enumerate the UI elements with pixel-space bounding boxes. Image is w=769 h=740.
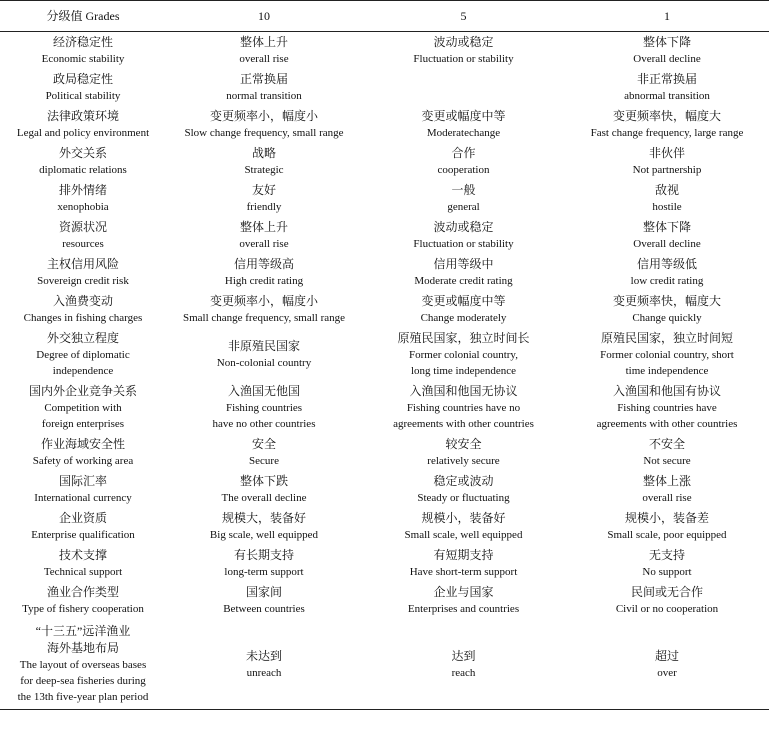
grade-1-cell [565,582,769,619]
table-row [0,508,769,545]
cell-text-zh: 企业与国家 [433,585,494,599]
cell-text-zh: 规模小，装备好 [421,511,506,525]
cell-text-zh: 信用等级中 [433,257,494,271]
cell-text-zh: 信用等级低 [636,257,697,271]
table-row [0,545,769,582]
indicator-cell [0,434,166,471]
cell-text-zh: 入渔费变动 [52,294,113,308]
indicator-cell [0,106,166,143]
cell-text-en: foreign enterprises [41,418,125,430]
cell-text-en: Overall decline [633,238,701,250]
cell-text-zh: 国际汇率 [58,474,107,488]
cell-text-zh: 变更频率快，幅度大 [612,294,721,308]
grade-1-cell [565,180,769,217]
cell-text-zh: “十三五”远洋渔业 [35,624,131,638]
cell-text-zh: 未达到 [245,648,282,663]
grade-10-cell [166,508,362,545]
cell-text-zh: 政局稳定性 [52,72,113,86]
cell-text-en: agreements with other countries [596,418,738,430]
cell-text-en: diplomatic relations [39,164,127,176]
indicator-cell [0,254,166,291]
cell-text-zh: 原殖民国家，独立时间长 [397,331,530,345]
indicator-cell [0,508,166,545]
cell-text-en: Type of fishery cooperation [22,603,144,615]
cell-text-en: No support [642,566,692,578]
indicator-cell [0,143,166,180]
grade-1-cell [565,619,769,710]
cell-text-en: overall rise [642,492,692,504]
cell-text-en: Small scale, well equipped [404,529,523,541]
header-row [0,1,769,32]
grade-1-cell [565,508,769,545]
cell-text-zh: 非正常换届 [636,72,697,86]
cell-text-zh: 整体下降 [642,220,691,234]
table-row [0,291,769,328]
grade-5-cell [362,381,565,434]
cell-text-zh: 主权信用风险 [46,257,119,271]
grade-1-cell [565,381,769,434]
grade-10-cell [166,328,362,381]
cell-text-zh: 法律政策环境 [46,109,119,123]
cell-text-en: abnormal transition [624,90,710,102]
header-grade-10: 10 [166,1,362,32]
cell-text-en: Not partnership [632,164,702,176]
cell-text-zh: 波动或稳定 [433,220,494,234]
cell-text-en: the 13th five-year plan period [17,691,149,703]
table-row [0,619,769,710]
cell-text-zh: 无支持 [648,548,685,562]
indicator-cell [0,291,166,328]
grade-5-cell [362,619,565,710]
grade-1-cell [565,434,769,471]
cell-text-en: have no other countries [212,418,316,430]
grade-5-cell [362,254,565,291]
grade-5-cell [362,508,565,545]
grade-5-cell [362,328,565,381]
cell-text-en: resources [62,238,104,250]
cell-text-en: Secure [249,455,279,467]
cell-text-zh: 技术支撑 [58,548,107,562]
grade-5-cell [362,143,565,180]
cell-text-en: cooperation [437,164,490,176]
cell-text-en: low credit rating [630,275,704,287]
cell-text-en: Have short-term support [409,566,518,578]
indicator-cell [0,619,166,710]
header-grades: 分级值 Grades [0,1,166,32]
cell-text-en: normal transition [226,90,302,102]
cell-text-en: Enterprises and countries [407,603,520,615]
indicator-cell [0,471,166,508]
cell-text-en: Fishing countries have no [406,402,521,414]
cell-text-zh: 变更或幅度中等 [421,109,506,123]
cell-text-en: Political stability [45,90,121,102]
cell-text-zh: 外交独立程度 [46,331,119,345]
table-row [0,254,769,291]
cell-text-en: Fast change frequency, large range [590,127,744,139]
grade-10-cell [166,69,362,106]
grade-1-cell [565,106,769,143]
cell-text-zh: 民间或无合作 [630,585,703,599]
cell-text-en: Fluctuation or stability [413,53,514,65]
cell-text-zh: 入渔国和他国无协议 [409,384,518,398]
grade-5-cell [362,471,565,508]
cell-text-en: overall rise [239,238,289,250]
cell-text-zh: 整体上升 [239,35,288,49]
indicator-cell [0,69,166,106]
grade-10-cell [166,381,362,434]
cell-text-zh: 友好 [251,183,276,197]
table-row [0,32,769,70]
cell-text-zh: 变更或幅度中等 [421,294,506,308]
cell-text-zh: 企业资质 [58,511,107,525]
cell-text-zh: 达到 [451,648,476,663]
indicator-cell [0,180,166,217]
cell-text-zh: 较安全 [445,437,482,451]
cell-text-zh: 资源状况 [58,220,107,234]
cell-text-zh: 波动或稳定 [433,35,494,49]
indicator-cell [0,582,166,619]
cell-text-zh: 入渔国和他国有协议 [612,384,721,398]
cell-text-zh: 信用等级高 [233,257,294,271]
cell-text-zh: 变更频率小，幅度小 [209,109,318,123]
cell-text-zh: 战略 [251,146,276,160]
grade-5-cell [362,217,565,254]
cell-text-en: Former colonial country, short [600,349,734,361]
cell-text-zh: 不安全 [648,437,685,451]
table-row [0,328,769,381]
cell-text-en: Civil or no cooperation [615,603,719,615]
cell-text-en: Technical support [43,566,123,578]
cell-text-en: Competition with [44,402,122,414]
cell-text-en: xenophobia [57,201,109,213]
cell-text-zh: 有长期支持 [233,548,294,562]
cell-text-zh: 合作 [451,146,476,160]
table-row [0,471,769,508]
grade-1-cell [565,471,769,508]
header-grade-1: 1 [565,1,769,32]
cell-text-en: Small scale, poor equipped [607,529,727,541]
indicator-cell [0,32,166,70]
cell-text-en: Slow change frequency, small range [184,127,344,139]
grade-1-cell [565,291,769,328]
cell-text-zh: 排外情绪 [58,183,107,197]
cell-text-zh: 整体下降 [642,35,691,49]
cell-text-zh: 国内外企业竞争关系 [28,384,137,398]
cell-text-en: Not secure [643,455,691,467]
cell-text-en: long-term support [224,566,304,578]
table-row [0,582,769,619]
cell-text-zh: 作业海域安全性 [40,437,125,451]
grade-10-cell [166,32,362,70]
grade-10-cell [166,582,362,619]
cell-text-en: Big scale, well equipped [209,529,319,541]
grade-10-cell [166,434,362,471]
cell-text-en: over [657,666,677,679]
indicator-cell [0,328,166,381]
grade-5-cell [362,106,565,143]
grade-5-cell [362,582,565,619]
cell-text-zh: 经济稳定性 [52,35,113,49]
cell-text-en: Fishing countries have [617,402,717,414]
table-row [0,217,769,254]
grade-10-cell [166,291,362,328]
cell-text-en: Change quickly [632,312,702,324]
table-row [0,143,769,180]
grade-5-cell [362,545,565,582]
grade-10-cell [166,254,362,291]
cell-text-zh: 敌视 [654,183,679,197]
cell-text-zh: 稳定或波动 [433,474,494,488]
grade-10-cell [166,180,362,217]
cell-text-en: Moderate credit rating [414,275,513,287]
grade-10-cell [166,106,362,143]
table-row [0,180,769,217]
cell-text-en: Safety of working area [32,455,134,467]
cell-text-en: Strategic [244,164,284,176]
cell-text-en: Overall decline [633,53,701,65]
cell-text-zh: 入渔国无他国 [227,384,300,398]
cell-text-zh: 渔业合作类型 [46,585,119,599]
cell-text-en: time independence [625,365,709,377]
cell-text-en: friendly [246,201,282,213]
cell-text-en: independence [52,365,114,377]
cell-text-zh: 正常换届 [239,72,288,86]
cell-text-zh: 安全 [251,437,276,451]
indicator-cell [0,217,166,254]
cell-text-zh: 变更频率小，幅度小 [209,294,318,308]
grade-5-cell [362,180,565,217]
cell-text-zh: 整体下跌 [239,474,288,488]
cell-text-en: agreements with other countries [393,418,534,430]
cell-text-en: Between countries [223,603,305,615]
cell-text-zh: 非伙伴 [648,146,685,160]
cell-text-en: for deep-sea fisheries during [20,675,146,687]
grade-1-cell [565,254,769,291]
header-grade-5: 5 [362,1,565,32]
cell-text-en: Steady or fluctuating [417,492,510,504]
cell-text-en: relatively secure [427,455,500,467]
cell-text-en: Former colonial country, [409,349,518,361]
grade-5-cell [362,69,565,106]
cell-text-en: Changes in fishing charges [23,312,143,324]
grade-1-cell [565,545,769,582]
cell-text-zh: 变更频率快，幅度大 [612,109,721,123]
cell-text-en: High credit rating [224,275,304,287]
grade-5-cell [362,291,565,328]
table-row [0,106,769,143]
cell-text-zh: 一般 [451,183,476,197]
cell-text-en: International currency [34,492,132,504]
cell-text-zh: 国家间 [245,585,282,599]
grade-1-cell [565,328,769,381]
indicator-cell [0,545,166,582]
cell-text-en: hostile [652,201,682,213]
cell-text-en: Degree of diplomatic [36,349,130,361]
grade-5-cell [362,32,565,70]
grade-10-cell [166,545,362,582]
grade-1-cell [565,69,769,106]
grade-10-cell [166,619,362,710]
cell-text-zh: 规模大，装备好 [221,511,306,525]
grade-10-cell [166,143,362,180]
cell-text-en: Legal and policy environment [16,127,150,139]
cell-text-zh: 原殖民国家，独立时间短 [600,331,733,345]
cell-text-en: Non-colonial country [216,357,312,369]
cell-text-zh: 整体上升 [239,220,288,234]
cell-text-en: general [447,201,480,213]
cell-text-en: reach [451,666,476,679]
cell-text-en: The overall decline [221,492,307,504]
cell-text-en: The layout of overseas bases [19,659,147,671]
cell-text-en: Fishing countries [225,402,303,414]
grade-5-cell [362,434,565,471]
cell-text-en: Fluctuation or stability [413,238,514,250]
grade-10-cell [166,217,362,254]
table-body [0,32,769,710]
table-row [0,381,769,434]
grade-10-cell [166,471,362,508]
cell-text-zh: 非原殖民国家 [227,339,300,353]
grade-1-cell [565,217,769,254]
cell-text-en: Economic stability [41,53,125,65]
cell-text-zh: 外交关系 [58,146,107,160]
table-row [0,434,769,471]
cell-text-en: unreach [246,666,282,679]
cell-text-zh: 规模小，装备差 [624,511,709,525]
cell-text-en: Small change frequency, small range [182,312,346,324]
cell-text-zh: 海外基地布局 [46,641,119,655]
cell-text-en: overall rise [239,53,289,65]
cell-text-en: Change moderately [420,312,507,324]
cell-text-en: Sovereign credit risk [37,275,129,287]
grade-1-cell [565,143,769,180]
cell-text-zh: 超过 [654,648,679,663]
grade-1-cell [565,32,769,70]
cell-text-zh: 有短期支持 [433,548,494,562]
cell-text-en: Enterprise qualification [31,529,135,541]
indicator-cell [0,381,166,434]
cell-text-en: Moderatechange [426,127,501,139]
cell-text-zh: 整体上涨 [642,474,691,488]
cell-text-en: long time independence [410,365,517,377]
table-row [0,69,769,106]
